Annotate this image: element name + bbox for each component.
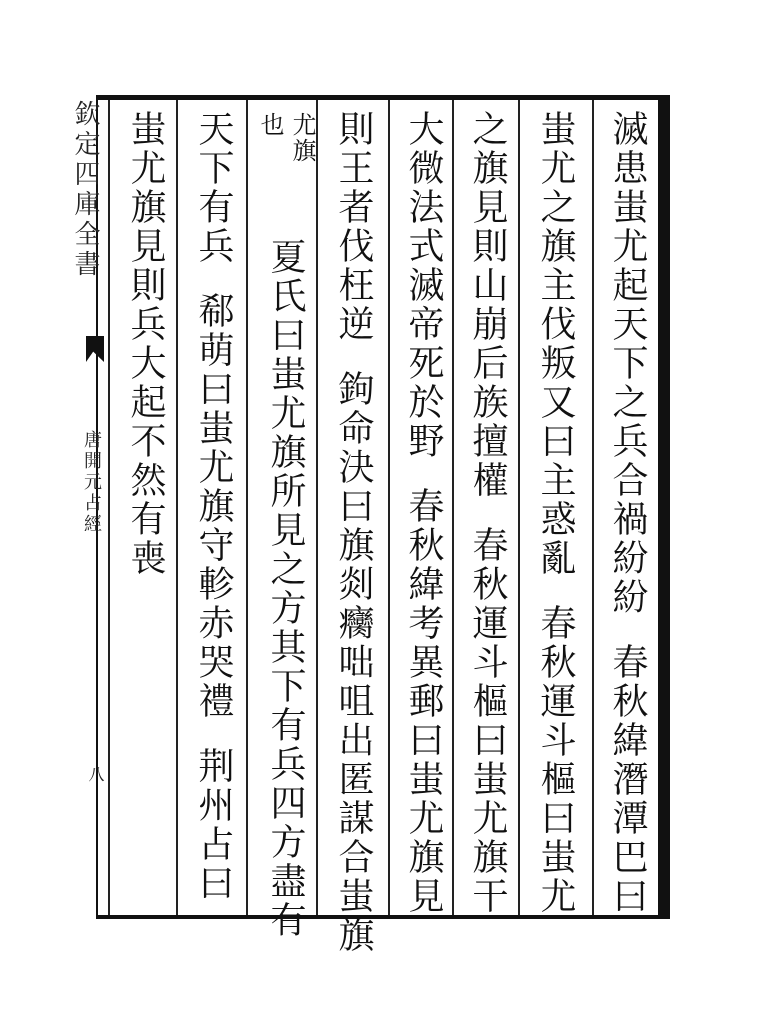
column-divider xyxy=(388,100,390,915)
margin-series-title: 欽定四庫全書 xyxy=(70,100,100,280)
column-divider xyxy=(316,100,318,915)
column-divider xyxy=(452,100,454,915)
fish-tail-ornament xyxy=(86,336,104,362)
citation-text: 春秋運斗樞曰蚩尤 xyxy=(535,604,576,916)
text-column-5 xyxy=(330,110,376,955)
frame-top-border xyxy=(96,95,670,100)
citation-text: 春秋緯考異郵曰蚩尤旗見 xyxy=(403,487,444,916)
column-divider xyxy=(518,100,520,915)
citation-text-2: 荆州占曰 xyxy=(193,747,234,903)
main-text: 滅患蚩尤起天下之兵合禍紛紛 xyxy=(607,110,648,617)
citation-text: 春秋運斗樞曰蚩尤旗干 xyxy=(467,526,508,916)
main-text: 大微法式滅帝死於野 xyxy=(403,110,444,461)
small-note-right: 尤旗 xyxy=(288,112,316,164)
frame-bottom-border xyxy=(96,915,670,919)
page-number: 八 xyxy=(86,766,105,782)
citation-text: 鉤命決曰旗剡癵咄咀出匿謀合蚩旗 xyxy=(333,370,374,955)
text-column-4 xyxy=(400,110,446,916)
column-divider xyxy=(592,100,594,915)
column-divider xyxy=(108,100,110,915)
main-text: 蚩尤旗見則兵大起不然有喪 xyxy=(125,110,166,578)
column-divider xyxy=(246,100,248,915)
small-note-left: 也 xyxy=(256,112,284,138)
main-text: 之旗見則山崩后族擅權 xyxy=(467,110,508,500)
text-column-6 xyxy=(262,238,308,940)
text-column-8 xyxy=(122,110,168,578)
text-column-2 xyxy=(532,110,578,916)
margin-book-title: 唐開元占經 xyxy=(81,430,102,535)
text-column-3 xyxy=(464,110,510,916)
main-text: 天下有兵 xyxy=(193,110,234,266)
column-divider xyxy=(176,100,178,915)
main-text: 則王者伐枉逆 xyxy=(333,110,374,344)
text-column-7 xyxy=(190,110,236,903)
frame-right-border xyxy=(658,95,670,919)
citation-text: 郗萌曰蚩尤旗守軫赤哭禮 xyxy=(193,292,234,721)
main-text: 夏氏曰蚩尤旗所見之方其下有兵四方盡有 xyxy=(265,238,306,940)
text-column-1 xyxy=(604,110,650,916)
citation-text: 春秋緯潛潭巴曰 xyxy=(607,643,648,916)
main-text: 蚩尤之旗主伐叛又曰主惑亂 xyxy=(535,110,576,578)
